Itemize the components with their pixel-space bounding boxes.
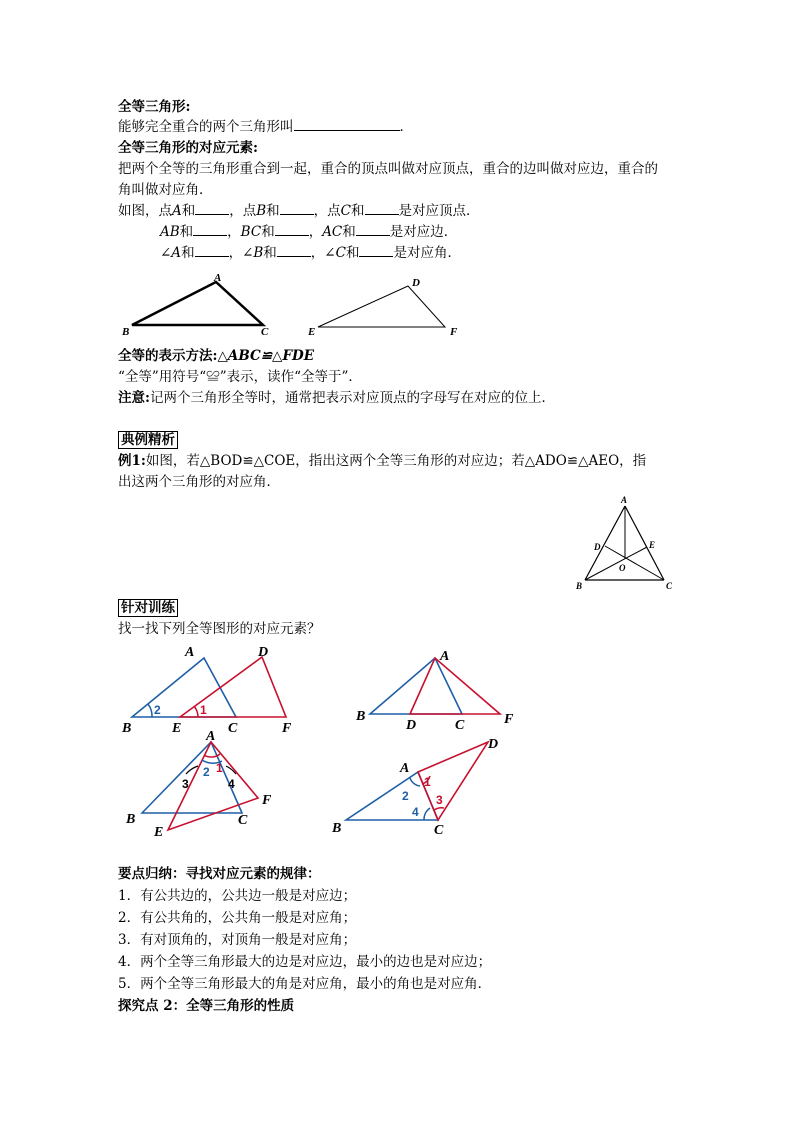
ex-label-a: A <box>621 495 628 505</box>
label-e: E <box>308 326 316 338</box>
summary-heading: 要点归纳：寻找对应元素的规律： <box>118 866 321 882</box>
notation-line: 全等的表示方法:△ABC≌△FDE <box>118 348 315 364</box>
vertex-blank-a[interactable] <box>195 201 229 215</box>
d3-angle-3: 3 <box>182 777 189 791</box>
drill-prompt: 找一找下列全等图形的对应元素？ <box>118 621 321 637</box>
summary-item: 1．有公共边的，公共边一般是对应边； <box>118 888 357 904</box>
drill-figure-4 <box>326 730 516 840</box>
triangle-abc <box>132 282 263 325</box>
vertex-blank-c[interactable] <box>365 201 399 215</box>
vertex-blank-b[interactable] <box>280 201 314 215</box>
d4-angle-3: 3 <box>436 793 443 807</box>
side-blank-ab[interactable] <box>193 222 227 236</box>
label-d: D <box>412 277 420 289</box>
side-blank-ac[interactable] <box>356 222 390 236</box>
label-a: A <box>214 272 222 284</box>
side-blank-bc[interactable] <box>275 222 309 236</box>
d1-label-f: F <box>282 721 292 736</box>
drill-figure-1 <box>118 640 318 740</box>
d1-label-e: E <box>172 721 182 736</box>
d1-label-d: D <box>258 645 269 660</box>
angle-blank-a[interactable] <box>195 243 229 257</box>
d1-angle-2: 2 <box>154 703 161 717</box>
summary-item: 3．有对顶角的，对顶角一般是对应角； <box>118 932 357 948</box>
angle-blank-b[interactable] <box>277 243 311 257</box>
d2-label-d: D <box>406 718 417 733</box>
angle-blank-c[interactable] <box>359 243 393 257</box>
angle-fill-line: ∠A和 ，∠B和 ，∠C和 是对应角． <box>160 245 461 261</box>
summary-item: 2．有公共角的，公共角一般是对应角； <box>118 910 357 926</box>
summary-item: 4．两个全等三角形最大的边是对应边，最小的边也是对应边； <box>118 954 492 970</box>
answer-blank[interactable] <box>294 117 400 131</box>
d2-label-a: A <box>440 649 450 664</box>
note-line: 注意:记两个三角形全等时，通常把表示对应顶点的字母写在对应的位上． <box>118 390 555 406</box>
d3-angle-4: 4 <box>228 777 235 791</box>
d4-angle-1: 1 <box>424 775 431 789</box>
example-figure <box>572 492 682 596</box>
d4-label-a: A <box>400 761 410 776</box>
heading-congruent-triangles: 全等三角形: <box>118 99 191 115</box>
d2-label-b: B <box>356 709 366 724</box>
label-c: C <box>261 326 269 338</box>
corresponding-desc-line1: 把两个全等的三角形重合到一起，重合的顶点叫做对应顶点，重合的边叫做对应边，重合的 <box>118 161 658 177</box>
side-fill-line: AB和 ，BC和 ，AC和 是对应边． <box>160 224 458 240</box>
definition-line: 能够完全重合的两个三角形叫 ． <box>118 119 413 135</box>
drill-box-label: 针对训练 <box>118 598 178 618</box>
example-line2: 出这两个三角形的对应角． <box>118 474 280 490</box>
d1-label-a: A <box>185 645 195 660</box>
d1-label-c: C <box>228 721 238 736</box>
example-line1: 例1:如图，若△BOD≌△COE，指出这两个全等三角形的对应边；若△ADO≌△AEO，指 <box>118 453 647 469</box>
drill-figure-3 <box>118 728 288 838</box>
d3-label-c: C <box>238 813 248 828</box>
next-section-heading: 探究点 2：全等三角形的性质 <box>118 998 295 1014</box>
d3-angle-2: 2 <box>203 765 210 779</box>
summary-item: 5．两个全等三角形最大的角是对应角，最小的角也是对应角． <box>118 976 492 992</box>
label-f: F <box>450 326 458 338</box>
label-b: B <box>122 326 130 338</box>
d1-label-b: B <box>122 721 132 736</box>
ex-label-o: O <box>619 563 626 573</box>
d3-label-b: B <box>126 812 136 827</box>
ex-label-e: E <box>649 540 656 550</box>
d1-angle-1: 1 <box>200 703 207 717</box>
d4-label-c: C <box>434 823 444 838</box>
d2-label-f: F <box>504 712 514 727</box>
d4-label-d: D <box>488 737 499 752</box>
ex-label-c: C <box>666 581 673 591</box>
two-triangles-figure <box>118 270 478 342</box>
ex-label-d: D <box>594 542 601 552</box>
notation-formula: △ABC≌△FDE <box>217 348 315 364</box>
symbol-line: “全等”用符号“≌”表示，读作“全等于”． <box>118 369 362 385</box>
example-box-label: 典例精析 <box>118 430 178 450</box>
vertex-fill-line: 如图，点A和 ，点B和 ，点C和 是对应顶点． <box>118 203 480 219</box>
d2-label-c: C <box>455 718 465 733</box>
d3-label-f: F <box>262 793 272 808</box>
triangle-def <box>318 286 445 327</box>
heading-corresponding-elements: 全等三角形的对应元素: <box>118 140 258 156</box>
d3-angle-1: 1 <box>216 761 223 775</box>
d4-label-b: B <box>332 821 342 836</box>
drill-figure-2 <box>354 642 524 732</box>
d3-label-a: A <box>206 729 216 744</box>
corresponding-desc-line2: 角叫做对应角． <box>118 182 213 198</box>
d3-label-e: E <box>154 825 164 840</box>
d4-angle-2: 2 <box>402 789 409 803</box>
ex-label-b: B <box>576 581 583 591</box>
d4-angle-4: 4 <box>412 805 419 819</box>
